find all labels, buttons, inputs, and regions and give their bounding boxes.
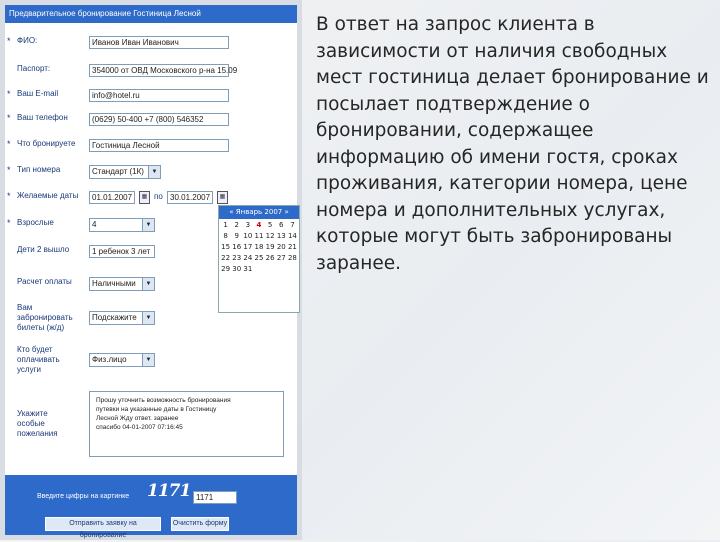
calendar-day[interactable]: 14	[287, 232, 297, 240]
calendar-day[interactable]: 21	[287, 243, 297, 251]
wishes-label: Укажите особые пожелания	[17, 409, 58, 438]
dates-to-label: по	[154, 192, 163, 201]
tickets-value: Подскажите	[92, 313, 137, 322]
room-type-value: Стандарт (1К)	[92, 167, 144, 176]
calendar-day[interactable]: 26	[265, 254, 275, 262]
date-to-input[interactable]: 30.01.2007	[167, 191, 213, 204]
clear-button[interactable]: Очистить форму	[171, 517, 229, 531]
captcha-image: 1171	[147, 481, 191, 501]
passport-input[interactable]: 354000 от ОВД Московского р-на 15.09	[89, 64, 229, 77]
form-header: Предварительное бронирование Гостиница Лесной	[5, 5, 297, 23]
adults-value: 4	[92, 220, 97, 229]
calendar-icon[interactable]: ▦	[139, 191, 150, 204]
chevron-down-icon[interactable]: ▼	[142, 312, 154, 324]
calendar-icon[interactable]: ▦	[217, 191, 228, 204]
wishes-line: Лесной Жду ответ. заранее	[96, 415, 179, 422]
required-star: *	[7, 36, 11, 46]
phone-label: Ваш телефон	[17, 113, 68, 122]
slide-body-text: В ответ на запрос клиента в зависимости от наличия свободных мест гостиница делает бронирование и посылает подтверждение о бронировании, содержащее информацию об имени гостя, сроках проживания, категории номера, цене номера и дополнительных услугах, которые могут быть забронированы заранее.	[316, 14, 709, 274]
wishes-line: Прошу уточнить возможность бронирования	[96, 397, 231, 404]
date-from-input[interactable]: 01.01.2007	[89, 191, 135, 204]
calendar-day[interactable]: 22	[221, 254, 231, 262]
wishes-line: спасибо 04-01-2007 07:16:45	[96, 424, 183, 431]
children-input[interactable]: 1 ребенок 3 лет	[89, 245, 155, 258]
required-star: *	[7, 191, 11, 201]
calendar-day[interactable]: 28	[287, 254, 297, 262]
payer-value: Физ.лицо	[92, 355, 127, 364]
required-star: *	[7, 139, 11, 149]
adults-select[interactable]	[89, 218, 155, 232]
wishes-textarea[interactable]	[89, 391, 284, 457]
calendar-day[interactable]: 10	[243, 232, 253, 240]
calendar-day[interactable]: 29	[221, 265, 231, 273]
tickets-label: Вам забронировать билеты (ж/д)	[17, 303, 73, 332]
room-type-label: Тип номера	[17, 165, 61, 174]
required-star: *	[7, 165, 11, 175]
email-label: Ваш E-mail	[17, 89, 59, 98]
calendar-day[interactable]: 6	[279, 221, 284, 229]
children-label: Дети 2 вышло	[17, 245, 70, 254]
form-footer	[5, 475, 297, 539]
calendar-day[interactable]: 5	[267, 221, 273, 229]
payment-value: Наличными	[92, 279, 136, 288]
phone-input[interactable]: (0629) 50-400 +7 (800) 546352	[89, 113, 229, 126]
passport-label: Паспорт:	[17, 64, 51, 73]
calendar-day[interactable]: 12	[265, 232, 275, 240]
calendar-day[interactable]: 20	[276, 243, 286, 251]
payment-select[interactable]	[89, 277, 155, 291]
fio-input[interactable]: Иванов Иван Иванович	[89, 36, 229, 49]
captcha-label: Введите цифры на картинке	[37, 493, 130, 500]
required-star: *	[7, 113, 11, 123]
object-input[interactable]: Гостиница Лесной	[89, 139, 229, 152]
chevron-down-icon[interactable]: ▼	[148, 166, 160, 178]
calendar-grid	[219, 219, 299, 275]
payer-label: Кто будет оплачивать услуги	[17, 345, 60, 374]
adults-label: Взрослые	[17, 218, 54, 227]
calendar-day[interactable]: 13	[276, 232, 286, 240]
calendar-day[interactable]: 31	[243, 265, 253, 273]
calendar-day[interactable]: 9	[234, 232, 239, 240]
calendar-day[interactable]: 25	[254, 254, 264, 262]
calendar-day[interactable]: 11	[254, 232, 264, 240]
calendar-day[interactable]: 27	[276, 254, 286, 262]
calendar-day[interactable]: 2	[234, 221, 239, 229]
chevron-down-icon[interactable]: ▼	[142, 354, 154, 366]
calendar-day[interactable]: 1	[223, 221, 228, 229]
calendar-day[interactable]: 3	[245, 221, 251, 229]
email-input[interactable]: info@hotel.ru	[89, 89, 229, 102]
calendar-day[interactable]: 17	[243, 243, 253, 251]
calendar-month-title[interactable]: « Январь 2007 »	[219, 206, 299, 219]
calendar-day[interactable]: 15	[221, 243, 231, 251]
calendar-day[interactable]: 30	[232, 265, 242, 273]
calendar-day[interactable]: 18	[254, 243, 264, 251]
fio-label: ФИО:	[17, 36, 38, 45]
wishes-line: путевки на указанные даты в Гостиницу	[96, 406, 217, 413]
dates-label: Желаемые даты	[17, 191, 79, 200]
payment-label: Расчет оплаты	[17, 277, 72, 286]
object-label: Что бронируете	[17, 139, 76, 148]
calendar-day[interactable]: 24	[243, 254, 253, 262]
payer-select[interactable]	[89, 353, 155, 367]
chevron-down-icon[interactable]: ▼	[142, 278, 154, 290]
calendar-day[interactable]: 7	[290, 221, 295, 229]
calendar-day[interactable]: 4	[256, 221, 262, 229]
calendar-day[interactable]: 8	[223, 232, 228, 240]
submit-button[interactable]: Отправить заявку на бронирование	[45, 517, 161, 531]
calendar-popup	[218, 205, 300, 313]
room-type-select[interactable]	[89, 165, 161, 179]
tickets-select[interactable]	[89, 311, 155, 325]
calendar-day[interactable]: 19	[265, 243, 275, 251]
chevron-down-icon[interactable]: ▼	[142, 219, 154, 231]
required-star: *	[7, 89, 11, 99]
calendar-day[interactable]: 16	[232, 243, 242, 251]
captcha-input[interactable]: 1171	[193, 491, 237, 504]
required-star: *	[7, 218, 11, 228]
calendar-day[interactable]: 23	[232, 254, 242, 262]
